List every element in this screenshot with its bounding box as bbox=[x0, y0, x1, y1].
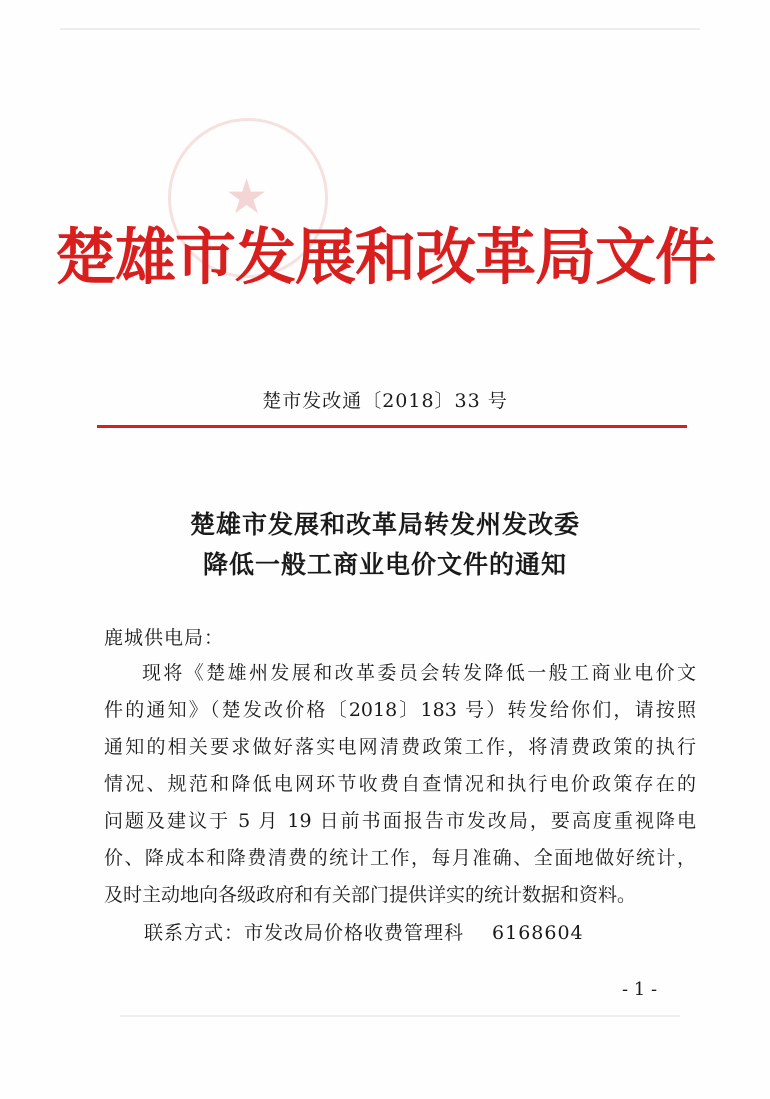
contact-info bbox=[144, 920, 584, 946]
star-icon: ★ bbox=[225, 169, 269, 225]
scan-shadow bbox=[60, 28, 700, 30]
body-line: 现将《楚雄州发展和改革委员会转发降低一般工商业电价文 bbox=[142, 662, 696, 684]
notice-title-line-1: 楚雄市发展和改革局转发州发改委 bbox=[189, 510, 580, 539]
body-line: 通知的相关要求做好落实电网清费政策工作，将清费政策的执行 bbox=[104, 736, 696, 758]
document-header-title: 楚雄市发展和改革局文件 bbox=[54, 222, 715, 293]
notice-title-line-2: 降低一般工商业电价文件的通知 bbox=[202, 550, 567, 579]
contact-label: 联系方式：市发改局价格收费管理科 bbox=[144, 922, 465, 944]
body-line: 件的通知》（楚发改价格〔2018〕183 号）转发给你们，请按照 bbox=[104, 699, 696, 721]
page-number: - 1 - bbox=[622, 979, 658, 1000]
contact-phone: 6168604 bbox=[492, 922, 584, 944]
addressee: 鹿城供电局： bbox=[104, 627, 225, 649]
body-line: 及时主动地向各级政府和有关部门提供详实的统计数据和资料。 bbox=[104, 884, 637, 906]
body-line: 问题及建议于 5 月 19 日前书面报告市发改局，要高度重视降电 bbox=[104, 810, 696, 832]
red-divider-line bbox=[97, 425, 687, 428]
body-line: 情况、规范和降低电网环节收费自查情况和执行电价政策存在的 bbox=[104, 773, 696, 795]
scan-shadow bbox=[120, 1015, 680, 1017]
document-number: 楚市发改通〔2018〕33 号 bbox=[262, 390, 508, 412]
body-line: 价、降成本和降费清费的统计工作，每月准确、全面地做好统计， bbox=[104, 847, 696, 869]
